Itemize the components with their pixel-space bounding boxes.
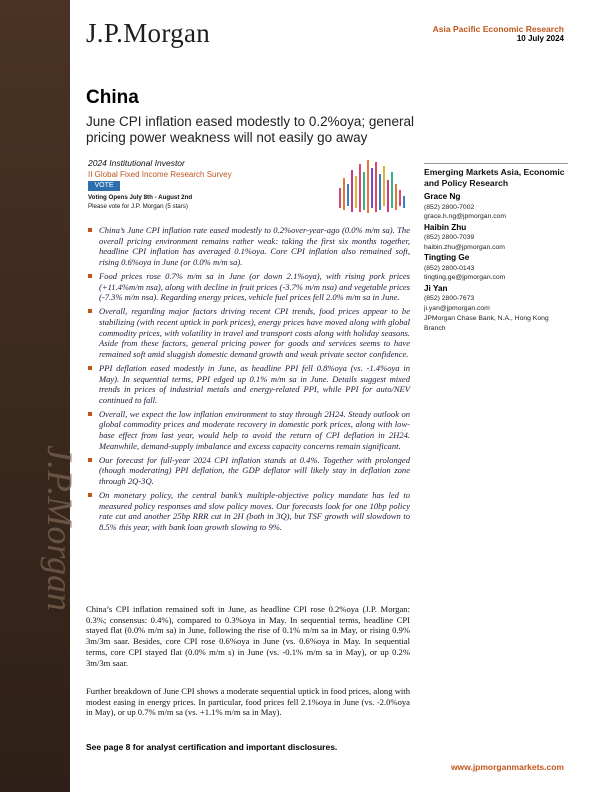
summary-bullet: On monetary policy, the central bank’s multiple-objective policy mandate has led to measured policy responses and slow policy moves. Our forecasts look for one 10bp policy rate cut and another 25bp RRR cut in 2H (both in 3Q), but TSF growth will slowdown to 8.5% this year, with bank loan growth slowing to 9%. xyxy=(86,490,410,532)
summary-bullet: Food prices rose 0.7% m/m sa in June (or down 2.1%oya), with rising pork prices (+11.4%m/m nsa), along with decline in fruit prices (-3.7% m/m nsa) and vegetable prices (-7.3% m/m nsa). Regarding energy prices, vehicle fuel prices fell 2.0% m/m sa in June. xyxy=(86,271,410,303)
analyst-phone: (852) 2800-7002 xyxy=(424,203,475,211)
bullet-marker xyxy=(88,228,92,232)
brand-sidebar xyxy=(0,0,80,792)
banner-line-1: 2024 Institutional Investor xyxy=(88,158,185,168)
analyst-contacts xyxy=(424,163,568,333)
analyst-phone: (852) 2800-0143 xyxy=(424,264,475,272)
analyst-name: Tingting Ge xyxy=(424,253,470,262)
publication-date: 10 July 2024 xyxy=(516,34,564,43)
banner-line-2: II Global Fixed Income Research Survey xyxy=(88,170,232,179)
analyst-email[interactable]: haibin.zhu@jpmorgan.com xyxy=(424,243,505,251)
banner-line-4: Please vote for J.P. Morgan (5 stars) xyxy=(88,203,188,210)
analyst-email[interactable]: tingting.ge@jpmorgan.com xyxy=(424,274,506,281)
summary-bullet: PPI deflation eased modestly in June, as headline PPI fell 0.8%oya (vs. -1.4%oya in May). In sequential terms, PPI edged up 0.1% m/m sa in June. Details suggest mixed trends in prices of industrial metals and energy-related PPI, while PPI for auto/NEV continued to fall. xyxy=(86,363,410,405)
analyst-phone: (852) 2800-7039 xyxy=(424,234,475,241)
page-title: China xyxy=(86,87,139,108)
disclosure-note: See page 8 for analyst certification and important disclosures. xyxy=(86,742,338,752)
analyst-name: Grace Ng xyxy=(424,192,461,201)
bullet-marker xyxy=(88,458,92,462)
summary-bullet: China’s June CPI inflation rate eased modestly to 0.2%over-year-ago (0.0% m/m sa). The overall pricing environment remains rather weak: taking the first six months together, headline CPI inflation has averaged 0.1%oya. Core CPI inflation also remained soft, rising 0.6%oya in June (or 0.0% m/m sa). xyxy=(86,225,410,267)
bullet-marker xyxy=(88,493,92,497)
bullet-marker xyxy=(88,274,92,278)
analyst-card xyxy=(424,284,568,314)
analyst-phone: (852) 2800-7673 xyxy=(424,295,475,302)
analyst-card xyxy=(424,192,568,222)
headline: June CPI inflation eased modestly to 0.2%oya; general pricing power weakness will not easily go away xyxy=(86,114,414,145)
jpmorgan-watermark-logo xyxy=(8,445,80,705)
analyst-card xyxy=(424,223,568,253)
website-link[interactable]: www.jpmorganmarkets.com xyxy=(450,762,564,772)
divider xyxy=(424,163,568,164)
research-group-title: Emerging Markets Asia, Economic and Policy Research xyxy=(424,167,565,188)
analyst-name: Haibin Zhu xyxy=(424,222,467,232)
summary-bullets xyxy=(86,225,410,536)
summary-bullet: Our forecast for full-year 2024 CPI inflation stands at 0.4%. Together with prolonged (though moderating) PPI deflation, the GDP deflator will likely stay in deflation zone through 2Q-3Q. xyxy=(86,455,410,487)
summary-bullet: Overall, regarding major factors driving recent CPI trends, food prices appear to be stabilizing (with recent uptick in pork prices), energy prices have moved along with global commodity prices, with volatility in travel and transport costs along with holiday seasons. Aside from these factors, general pricing power for goods and services seems to have remained soft amid sluggish domestic demand growth and weak private sector confidence. xyxy=(86,306,410,359)
bullet-marker xyxy=(88,309,92,313)
decorative-bars-graphic xyxy=(338,158,406,214)
survey-banner[interactable] xyxy=(88,156,406,218)
vote-button[interactable]: VOTE xyxy=(88,181,120,191)
jpmorgan-logo: J.P.Morgan xyxy=(86,18,211,48)
analyst-card xyxy=(424,253,568,283)
analyst-name: Ji Yan xyxy=(424,283,448,293)
body-paragraph: China’s CPI inflation remained soft in June, as headline CPI rose 0.2%oya (J.P. Morgan: 0.3%; consensus: 0.4%), compared to 0.3%oya in May. In sequential terms, headline CPI stayed flat (0.0% m/m sa) in June, following the rise of 0.1% m/m sa in May, or rising 0.9% 3m/3m saar. Besides, core CPI rose 0.6%oya in June (vs. 0.6%oya in May. In sequential terms, core CPI stayed flat (0.0% m/m s) in June (vs. -0.1% m/m sa in May), or up 0.2% 3m/3m saar. xyxy=(86,604,410,668)
bullet-marker xyxy=(88,412,92,416)
summary-bullet: Overall, we expect the low inflation environment to stay through 2H24. Steady outlook on global commodity prices and moderate recovery in domestic pork prices, along with low-base effect from last year, would help to avoid the return of CPI deflation in 2H24. Meanwhile, demand-supply imbalance and excess capacity concerns remain significant. xyxy=(86,409,410,451)
body-paragraph: Further breakdown of June CPI shows a moderate sequential uptick in food prices, along with modest easing in energy prices. In particular, food prices fell 2.1%oya in June (vs. -2.0%oya in May), or up 0.7% m/m sa (vs. +1.1% m/m sa in May). xyxy=(86,686,410,718)
firm-name: JPMorgan Chase Bank, N.A., Hong Kong Branch xyxy=(424,315,549,332)
svg-text:J.P.Morgan: J.P.Morgan xyxy=(40,445,80,611)
bullet-marker xyxy=(88,366,92,370)
analyst-email[interactable]: ji.yan@jpmorgan.com xyxy=(424,304,490,312)
research-series-title: Asia Pacific Economic Research xyxy=(432,24,564,34)
analyst-email[interactable]: grace.h.ng@jpmorgan.com xyxy=(424,213,507,220)
banner-line-3: Voting Opens July 8th - August 2nd xyxy=(88,194,193,201)
